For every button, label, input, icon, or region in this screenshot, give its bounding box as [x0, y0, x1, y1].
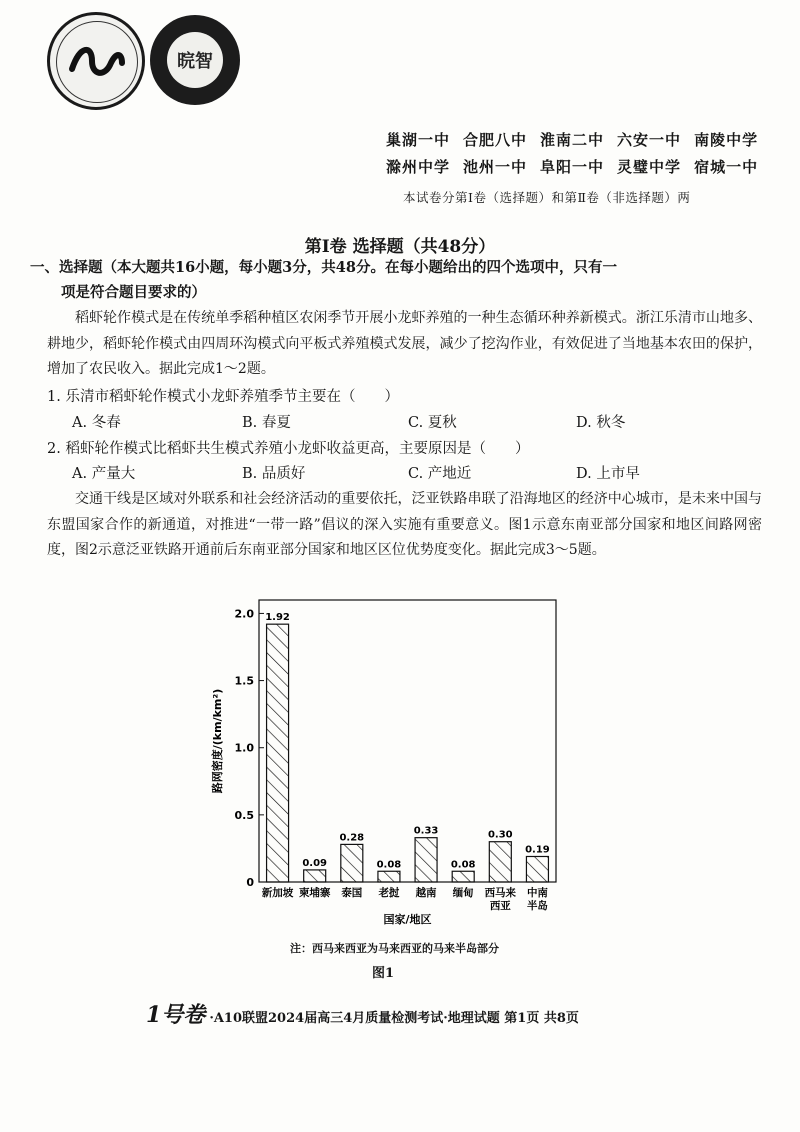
question-1-option-c: C. 夏秋	[408, 415, 457, 431]
y-tick-label: 1.0	[234, 741, 254, 755]
y-axis-label: 路网密度/(km/km²)	[211, 688, 224, 794]
bar	[304, 870, 326, 882]
wanzhi-logo-text: 晥智	[167, 32, 223, 88]
wanzhi-logo	[150, 15, 240, 105]
road-density-bar-chart	[0, 590, 800, 930]
footer-text: ·A10联盟2024届高三4月质量检测考试·地理试题 第1页 共8页	[209, 1011, 579, 1026]
question-1-option-b: B. 春夏	[242, 415, 291, 431]
alliance-logo	[47, 12, 145, 110]
figure-caption: 图1	[372, 966, 395, 981]
x-tick-label: 新加坡	[261, 887, 294, 899]
school-name: 六安一中	[617, 131, 682, 149]
school-name: 宿城一中	[694, 158, 759, 176]
x-tick-label: 中南	[526, 887, 548, 899]
school-name: 巢湖一中	[386, 131, 451, 149]
x-tick-label: 西马来	[484, 887, 517, 899]
school-name: 合肥八中	[463, 131, 528, 149]
bar-value-label: 0.08	[450, 859, 476, 871]
passage-2: 交通干线是区域对外联系和社会经济活动的重要依托，泛亚铁路串联了沿海地区的经济中心城市，是未来中国与东盟国家合作的新通道，对推进“一带一路”倡议的深入实施有重要意义。图1示意东南亚部分国家和地区间路网密度，图2示意泛亚铁路开通前后东南亚部分国家和地区区位优势度变化。据此完成3～5题。	[47, 491, 762, 558]
page-footer	[146, 998, 579, 1029]
x-tick-label: 泰国	[341, 887, 363, 899]
school-name: 阜阳一中	[540, 158, 605, 176]
question-1-option-d: D. 秋冬	[576, 415, 626, 431]
bar-value-label: 0.08	[376, 859, 402, 871]
bar	[378, 871, 400, 882]
bar-value-label: 0.28	[339, 832, 365, 844]
bar	[341, 844, 363, 882]
bar-value-label: 1.92	[265, 612, 290, 624]
question-2-option-a: A. 产量大	[72, 466, 136, 482]
question-2-stem: 2. 稻虾轮作模式比稻虾共生模式养殖小龙虾收益更高，主要原因是（ ）	[47, 441, 530, 457]
question-2-option-c: C. 产地近	[408, 466, 472, 482]
bar-value-label: 0.09	[302, 857, 328, 869]
section-title: 第Ⅰ卷 选择题（共48分）	[304, 237, 496, 257]
question-2-option-b: B. 品质好	[242, 466, 306, 482]
bar	[489, 842, 511, 882]
paper-intro: 本试卷分第Ⅰ卷（选择题）和第Ⅱ卷（非选择题）两	[403, 190, 691, 205]
question-1-option-a: A. 冬春	[72, 415, 121, 431]
bar	[415, 838, 437, 882]
school-name: 灵璧中学	[617, 158, 682, 176]
section-instruction-line-1: 一、选择题（本大题共16小题，每小题3分，共48分。在每小题给出的四个选项中，只有一	[30, 259, 617, 276]
x-axis-label: 国家/地区	[383, 913, 432, 926]
question-2-option-d: D. 上市早	[576, 466, 640, 482]
y-tick-label: 2.0	[234, 607, 254, 621]
bar-value-label: 0.19	[525, 844, 550, 856]
y-tick-label: 0	[246, 876, 254, 889]
logo-ring	[56, 21, 138, 103]
x-tick-label: 缅甸	[452, 887, 474, 899]
school-name: 淮南二中	[540, 131, 605, 149]
bar	[267, 624, 289, 882]
school-name: 南陵中学	[694, 131, 759, 149]
bar	[526, 856, 548, 882]
school-list-row-1	[386, 129, 771, 150]
x-tick-label: 老挝	[378, 887, 400, 899]
bar	[452, 871, 474, 882]
bar-value-label: 0.30	[487, 829, 513, 841]
school-name: 滁州中学	[386, 158, 451, 176]
footer-brand: 1号卷	[146, 1002, 206, 1028]
x-tick-label: 越南	[415, 887, 437, 899]
figure-note: 注：西马来西亚为马来西亚的马来半岛部分	[290, 942, 499, 955]
passage-1: 稻虾轮作模式是在传统单季稻种植区农闲季节开展小龙虾养殖的一种生态循环种养新模式。浙江乐清市山地多、耕地少，稻虾轮作模式由四周环沟模式向平板式养殖模式发展，减少了挖沟作业，有效促进了当地基本农田的保护，增加了农民收入。据此完成1～2题。	[47, 310, 762, 377]
x-tick-label: 半岛	[526, 900, 548, 912]
x-tick-label: 西亚	[489, 900, 511, 912]
x-tick-label: 柬埔寨	[298, 887, 331, 899]
question-1-stem: 1. 乐清市稻虾轮作模式小龙虾养殖季节主要在（ ）	[47, 389, 399, 405]
y-tick-label: 1.5	[234, 674, 254, 688]
school-list-row-2	[386, 156, 771, 177]
bar-value-label: 0.33	[413, 825, 439, 837]
school-name: 池州一中	[463, 158, 528, 176]
y-tick-label: 0.5	[234, 808, 254, 822]
section-instruction-line-2: 项是符合题目要求的）	[61, 284, 206, 301]
